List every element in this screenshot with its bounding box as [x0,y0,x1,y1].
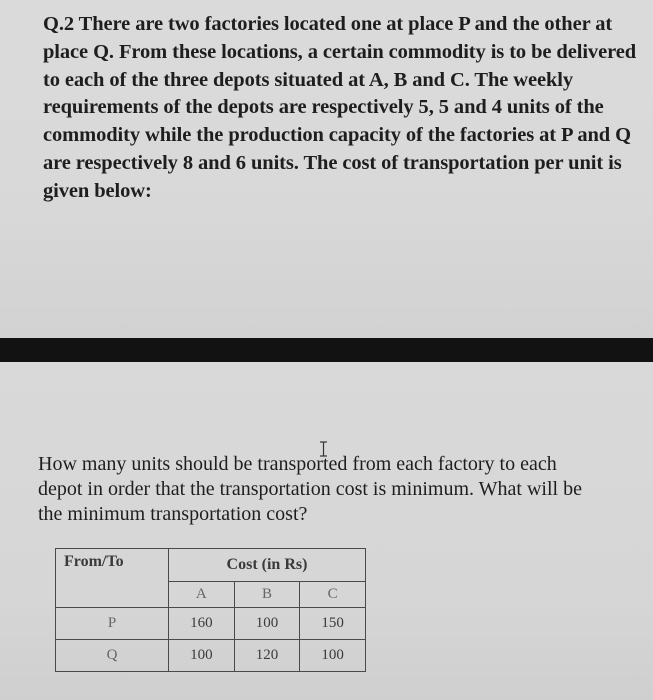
table-cell: 100 [234,608,300,640]
cost-table [55,548,366,672]
row-label-q: Q [56,640,169,672]
row-label-p: P [56,608,169,640]
question-text [43,11,637,206]
table-cell: 120 [234,640,300,672]
question-panel [0,0,653,338]
cost-group-header: Cost (in Rs) [169,549,366,582]
question-continued-line: How many units should be transported from each factory to each [38,453,557,475]
question-continued-line: depot in order that the transportation cost is minimum. What will be [38,478,582,500]
question-line: requirements of the depots are respectively 5, 5 and 4 units of the [43,96,604,119]
column-header-c: C [300,582,366,608]
table-cell: 160 [169,608,235,640]
question-line: given below: [43,179,152,202]
question-line: to each of the three depots situated at A, B and C. The weekly [43,68,574,91]
question-line: Q.2 There are two factories located one at place P and the other at [43,13,613,35]
table-cell: 150 [300,608,366,640]
question-continued-text [38,452,638,527]
column-header-a: A [169,582,235,608]
black-divider-bar [0,338,653,362]
question-continued-line: the minimum transportation cost? [38,503,308,525]
table-cell: 100 [300,640,366,672]
from-to-header: From/To [56,549,169,608]
table-cell: 100 [169,640,235,672]
question-line: place Q. From these locations, a certain commodity is to be delivered [43,40,637,63]
table-row [56,640,366,672]
question-line: commodity while the production capacity of the factories at P and Q [43,124,631,147]
table-row [56,608,366,640]
question-line: are respectively 8 and 6 units. The cost of transportation per unit is [43,151,622,174]
table-header-row [56,549,366,582]
column-header-b: B [234,582,300,608]
